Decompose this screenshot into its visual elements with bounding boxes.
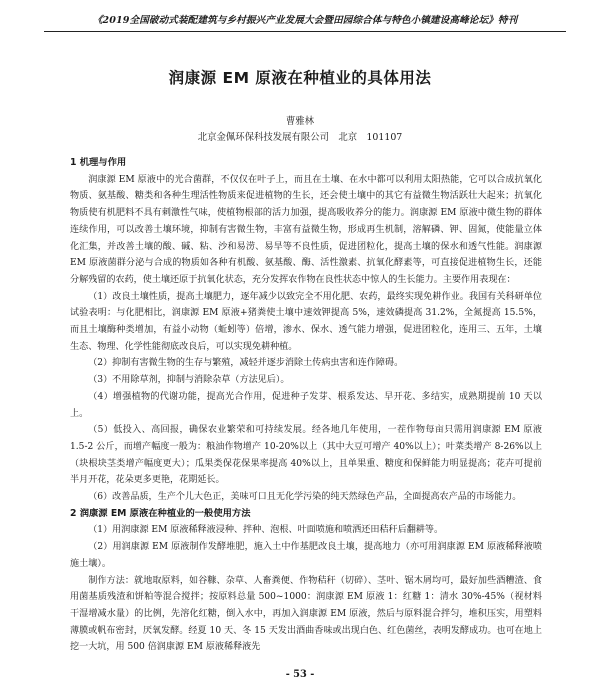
article-author: 曹雅林 (285, 116, 315, 127)
paragraph: （2）用润康源 EM 原液制作发酵堆肥，施入土中作基肥改良土壤，提高地力（亦可用润康源 EM 原液稀释液喷施土壤）。 (70, 542, 542, 569)
paragraph: 润康源 EM 原液中的光合菌群，不仅仅在叶子上，而且在土壤、在水中都可以利用太阳热能，它可以合成抗氧化物质、氨基酸、糖类和各种生理活性物质来促进植物的生长，还会使土壤中的其它有益微生物活跃壮大起来；抗氧化物质使有机肥料不具有刺激性气味，使植物根部的活力加强，提高吸收养分的能力。润康源 EM 原液中微生物的群体连续作用，可以改善土壤环境，抑制有害微生物，丰富有益微生物，形成再生机制，溶解磷、钾、固氮，使能量立体化汇集，并改善土壤的酸、碱、粘、沙和易涝、易旱等不良性质，促进团粒化，提高土壤的保水和透气性能。润康源 EM 原液菌群分泌与合成的物质如各种有机酸、氨基酸、酶、活性激素、抗氧化酵素等，可直接促进植物生长，还能分解残留的农药，使土壤还原于抗氧化状态，充分发挥农作物在良性状态中惊人的生长能力。主要作用表现在： (70, 174, 542, 285)
header-rule (44, 31, 566, 32)
running-header: 《2019全国破动式装配建筑与乡村振兴产业发展大会暨田园综合体与特色小镇建设高峰论坛》特刊 (92, 15, 518, 26)
paragraph: （5）低投入、高回报，确保农业繁荣和可持续发展。经各地几年使用，一茬作物每亩只需用润康源 EM 原液 1.5-2 公斤，而增产幅度一般为：粮油作物增产 10-20%以上（其中大豆可增产 40%以上）；叶菜类增产 8-26%以上（块根块茎类增产幅度更大）；瓜果类保花保果率提高 40%以上，且单果重、糖度和保鲜能力明显提高；花卉可提前半月开花，花朵更多更艳，花期延长。 (70, 425, 542, 486)
paragraph: （6）改善品质，生产个儿大色正，美味可口且无化学污染的纯天然绿色产品，全面提高农产品的市场能力。 (88, 492, 522, 503)
article-body (70, 155, 542, 656)
paragraph: （2）抑制有害微生物的生存与繁殖，减轻并逐步消除土传病虫害和连作障碍。 (88, 358, 404, 369)
page-number: - 53 - (285, 669, 315, 680)
section-heading: 2 润康源 EM 原液在种植业的一般使用方法 (70, 507, 251, 519)
paragraph: （3）不用除草剂，抑制与消除杂草（方法见后）。 (88, 375, 290, 386)
paragraph: （4）增强植物的代谢功能，提高光合作用，促进种子发芽、根系发达、早开花、多结实，成熟期提前 10 天以上。 (70, 391, 542, 419)
paragraph: （1）用润康源 EM 原液稀释液浸种、拌种、泡根、叶面喷施和喷洒还田秸秆后翻耕等。 (88, 525, 444, 536)
article-affiliation: 北京金佩环保科技发展有限公司 北京 101107 (197, 132, 403, 143)
article-title: 润康源 EM 原液在种植业的具体用法 (168, 69, 432, 87)
paragraph: （1）改良土壤性质，提高土壤肥力，逐年减少以致完全不用化肥、农药，最终实现免耕作业。我国有关科研单位试验表明：与化肥相比，润康源 EM 原液+猪粪使土壤中速效钾提高 5%，速效磷提高 31.2%，全氮提高 15.5%，而且土壤酶种类增加，有益小动物（蚯蚓等）倍增，渗水、保水、透气能力增强，促进团粒化，连用三、五年，土壤生态、物理、化学性能彻底改良后，可以实现免耕种植。 (70, 291, 542, 352)
section-heading: 1 机理与作用 (70, 157, 127, 168)
paragraph: 制作方法：就地取原料，如谷糠、杂草、人畜粪便、作物秸秆（切碎）、茎叶、锯木屑均可，最好加些酒糟渣、食用菌基质残渣和饼粕等混合搅拌；按原料总量 500~1000：润康源 EM 原液 1：红糖 1：清水 30%-45%（视材料干湿增减水量）的比例，先溶化红糖，倒入水中，再加入润康源 EM 原液，然后与原料混合拌匀，堆积压实，用塑料薄膜或帆布密封，厌氧发酵。经夏 10 天、冬 15 天发出酒曲香味或出现白色、红色菌丝，表明发酵成功。也可在地上挖一大坑，用 500 倍润康源 EM 原液稀释液先 (70, 575, 542, 653)
